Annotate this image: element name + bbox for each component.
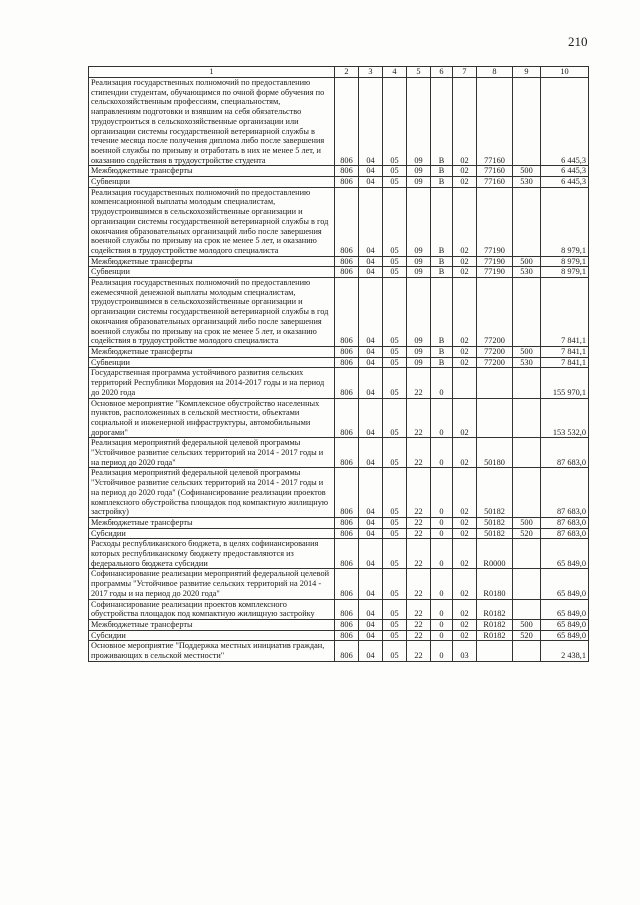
row-code-3: 04 — [359, 398, 383, 438]
column-header: 7 — [453, 67, 477, 78]
row-code-6: 0 — [431, 528, 453, 539]
row-code-6: В — [431, 267, 453, 278]
row-code-5: 09 — [407, 346, 431, 357]
row-code-9: 530 — [513, 177, 541, 188]
row-code-4: 05 — [383, 517, 407, 528]
row-code-7: 02 — [453, 78, 477, 166]
column-header: 1 — [89, 67, 335, 78]
row-code-2: 806 — [335, 630, 359, 641]
row-code-6: В — [431, 187, 453, 256]
row-code-3: 04 — [359, 278, 383, 347]
column-header: 3 — [359, 67, 383, 78]
row-code-2: 806 — [335, 539, 359, 569]
table-row — [89, 256, 589, 267]
row-amount: 65 849,0 — [541, 569, 589, 599]
row-code-6: В — [431, 357, 453, 368]
row-amount: 155 970,1 — [541, 368, 589, 398]
row-code-4: 05 — [383, 630, 407, 641]
row-code-6: 0 — [431, 641, 453, 661]
row-code-8: 50182 — [477, 528, 513, 539]
row-name: Реализация государственных полномочий по предоставлению стипендии студентам, обучающимся по очной форме обучения по сельскохозяйственным профессиям, специальностям, направлениям подготовки и взявшим на себя обязательство трудоустроиться в сельскохозяйственные организации или организации системы государственной ветеринарной службы в течение месяца после получения диплома либо после завершения военной службы по призыву и отработать в них не менее 5 лет, и оказанию содействия в трудоустройстве студента — [89, 78, 335, 166]
row-code-9: 500 — [513, 517, 541, 528]
row-code-7: 02 — [453, 517, 477, 528]
row-code-9 — [513, 368, 541, 398]
row-code-7: 03 — [453, 641, 477, 661]
table-row — [89, 166, 589, 177]
table-row — [89, 468, 589, 518]
row-code-3: 04 — [359, 78, 383, 166]
row-code-7: 02 — [453, 599, 477, 619]
row-code-3: 04 — [359, 438, 383, 468]
row-code-4: 05 — [383, 619, 407, 630]
row-code-7: 02 — [453, 468, 477, 518]
row-code-6: 0 — [431, 619, 453, 630]
row-code-6: 0 — [431, 438, 453, 468]
budget-table — [88, 66, 589, 662]
row-code-8: 77160 — [477, 177, 513, 188]
row-name: Государственная программа устойчивого развития сельских территорий Республики Мордовия на 2014-2017 годы и на период до 2020 года — [89, 368, 335, 398]
row-code-4: 05 — [383, 599, 407, 619]
row-code-2: 806 — [335, 278, 359, 347]
row-code-9 — [513, 599, 541, 619]
row-amount: 6 445,3 — [541, 177, 589, 188]
row-code-8: 77190 — [477, 256, 513, 267]
row-code-2: 806 — [335, 641, 359, 661]
column-header: 4 — [383, 67, 407, 78]
row-code-5: 09 — [407, 267, 431, 278]
row-code-9 — [513, 398, 541, 438]
row-amount: 153 532,0 — [541, 398, 589, 438]
row-code-3: 04 — [359, 539, 383, 569]
row-code-3: 04 — [359, 630, 383, 641]
row-name: Основное мероприятие "Поддержка местных инициатив граждан, проживающих в сельской местности" — [89, 641, 335, 661]
row-code-4: 05 — [383, 641, 407, 661]
row-amount: 7 841,1 — [541, 346, 589, 357]
row-code-5: 22 — [407, 539, 431, 569]
row-code-2: 806 — [335, 398, 359, 438]
row-code-9 — [513, 539, 541, 569]
row-code-2: 806 — [335, 599, 359, 619]
row-code-3: 04 — [359, 187, 383, 256]
header-row — [89, 67, 589, 78]
row-amount: 65 849,0 — [541, 619, 589, 630]
row-code-7: 02 — [453, 619, 477, 630]
row-code-5: 22 — [407, 398, 431, 438]
row-code-9: 500 — [513, 256, 541, 267]
row-code-5: 22 — [407, 528, 431, 539]
column-header: 6 — [431, 67, 453, 78]
column-header: 9 — [513, 67, 541, 78]
row-code-9: 520 — [513, 528, 541, 539]
row-code-9 — [513, 78, 541, 166]
row-code-8: 77160 — [477, 166, 513, 177]
row-code-8: R0182 — [477, 630, 513, 641]
row-code-8: R0180 — [477, 569, 513, 599]
row-code-5: 09 — [407, 177, 431, 188]
table-row — [89, 267, 589, 278]
column-header: 5 — [407, 67, 431, 78]
row-code-6: 0 — [431, 569, 453, 599]
row-code-4: 05 — [383, 528, 407, 539]
row-code-5: 09 — [407, 357, 431, 368]
row-amount: 8 979,1 — [541, 187, 589, 256]
row-code-5: 22 — [407, 468, 431, 518]
row-code-3: 04 — [359, 177, 383, 188]
row-code-2: 806 — [335, 569, 359, 599]
row-code-8: 50180 — [477, 438, 513, 468]
row-code-4: 05 — [383, 346, 407, 357]
row-code-7: 02 — [453, 357, 477, 368]
row-code-4: 05 — [383, 78, 407, 166]
row-code-4: 05 — [383, 468, 407, 518]
row-code-5: 09 — [407, 166, 431, 177]
row-code-9 — [513, 468, 541, 518]
row-code-6: В — [431, 346, 453, 357]
row-amount: 87 683,0 — [541, 438, 589, 468]
row-code-2: 806 — [335, 256, 359, 267]
row-code-7: 02 — [453, 539, 477, 569]
row-code-4: 05 — [383, 357, 407, 368]
row-code-6: 0 — [431, 539, 453, 569]
row-code-3: 04 — [359, 267, 383, 278]
row-amount: 87 683,0 — [541, 468, 589, 518]
row-code-2: 806 — [335, 517, 359, 528]
row-name: Субвенции — [89, 267, 335, 278]
row-code-8: 77200 — [477, 278, 513, 347]
row-code-9: 530 — [513, 267, 541, 278]
row-amount: 65 849,0 — [541, 539, 589, 569]
column-header: 2 — [335, 67, 359, 78]
table-row — [89, 517, 589, 528]
row-code-5: 22 — [407, 569, 431, 599]
row-code-7: 02 — [453, 256, 477, 267]
row-code-6: В — [431, 177, 453, 188]
row-code-6: 0 — [431, 599, 453, 619]
row-code-3: 04 — [359, 619, 383, 630]
row-code-8: 50182 — [477, 517, 513, 528]
column-header: 8 — [477, 67, 513, 78]
row-amount: 65 849,0 — [541, 599, 589, 619]
row-code-3: 04 — [359, 357, 383, 368]
row-code-2: 806 — [335, 528, 359, 539]
row-amount: 6 445,3 — [541, 166, 589, 177]
row-code-6: 0 — [431, 368, 453, 398]
row-code-7: 02 — [453, 528, 477, 539]
row-name: Субсидии — [89, 528, 335, 539]
row-amount: 87 683,0 — [541, 528, 589, 539]
row-code-9: 500 — [513, 346, 541, 357]
row-amount: 8 979,1 — [541, 256, 589, 267]
row-code-3: 04 — [359, 599, 383, 619]
row-amount: 2 438,1 — [541, 641, 589, 661]
row-code-8: R0182 — [477, 599, 513, 619]
row-code-7: 02 — [453, 346, 477, 357]
row-code-2: 806 — [335, 619, 359, 630]
page-number: 210 — [568, 34, 588, 49]
row-code-8 — [477, 368, 513, 398]
row-code-9 — [513, 438, 541, 468]
table-row — [89, 630, 589, 641]
row-code-9: 500 — [513, 619, 541, 630]
row-name: Субвенции — [89, 357, 335, 368]
row-amount: 65 849,0 — [541, 630, 589, 641]
row-code-8: R0182 — [477, 619, 513, 630]
row-code-4: 05 — [383, 539, 407, 569]
table-row — [89, 398, 589, 438]
row-name: Софинансирование реализации проектов комплексного обустройства площадок под компактную жилищную застройку — [89, 599, 335, 619]
row-name: Субвенции — [89, 177, 335, 188]
row-code-7: 02 — [453, 438, 477, 468]
row-code-7: 02 — [453, 187, 477, 256]
row-code-7: 02 — [453, 267, 477, 278]
row-code-8: R0000 — [477, 539, 513, 569]
row-name: Межбюджетные трансферты — [89, 346, 335, 357]
table-row — [89, 528, 589, 539]
row-code-2: 806 — [335, 267, 359, 278]
row-code-3: 04 — [359, 641, 383, 661]
row-name: Субсидии — [89, 630, 335, 641]
row-name: Софинансирование реализации мероприятий федеральной целевой программы "Устойчивое развитие сельских территорий на 2014 - 2017 годы и на период до 2020 года" — [89, 569, 335, 599]
row-code-8: 77200 — [477, 346, 513, 357]
row-amount: 7 841,1 — [541, 357, 589, 368]
row-amount: 87 683,0 — [541, 517, 589, 528]
row-code-4: 05 — [383, 256, 407, 267]
row-code-5: 22 — [407, 517, 431, 528]
row-code-3: 04 — [359, 368, 383, 398]
row-code-6: В — [431, 78, 453, 166]
row-code-6: 0 — [431, 517, 453, 528]
row-name: Реализация мероприятий федеральной целевой программы "Устойчивое развитие сельских территорий на 2014 - 2017 годы и на период до 2020 года" — [89, 438, 335, 468]
row-amount: 7 841,1 — [541, 278, 589, 347]
row-code-4: 05 — [383, 267, 407, 278]
row-code-7: 02 — [453, 569, 477, 599]
row-code-3: 04 — [359, 166, 383, 177]
table-row — [89, 357, 589, 368]
row-code-9 — [513, 187, 541, 256]
row-code-7: 02 — [453, 278, 477, 347]
table-row — [89, 438, 589, 468]
row-code-3: 04 — [359, 346, 383, 357]
row-code-6: В — [431, 256, 453, 267]
row-name: Межбюджетные трансферты — [89, 166, 335, 177]
table-header — [89, 67, 589, 78]
row-code-3: 04 — [359, 468, 383, 518]
row-code-5: 22 — [407, 641, 431, 661]
row-code-2: 806 — [335, 177, 359, 188]
row-code-9: 520 — [513, 630, 541, 641]
row-code-4: 05 — [383, 569, 407, 599]
row-code-6: 0 — [431, 468, 453, 518]
table-row — [89, 619, 589, 630]
row-code-6: В — [431, 278, 453, 347]
row-code-2: 806 — [335, 187, 359, 256]
row-code-6: 0 — [431, 630, 453, 641]
row-code-8: 77200 — [477, 357, 513, 368]
table-row — [89, 539, 589, 569]
row-code-9 — [513, 641, 541, 661]
row-code-4: 05 — [383, 438, 407, 468]
table-row — [89, 78, 589, 166]
row-code-5: 09 — [407, 187, 431, 256]
row-code-6: 0 — [431, 398, 453, 438]
table-row — [89, 346, 589, 357]
row-name: Основное мероприятие "Комплексное обустройство населенных пунктов, расположенных в сельской местности, объектами социальной и инженерной инфраструктуры, автомобильными дорогами" — [89, 398, 335, 438]
row-code-6: В — [431, 166, 453, 177]
row-code-5: 09 — [407, 278, 431, 347]
table-row — [89, 569, 589, 599]
row-code-7 — [453, 368, 477, 398]
row-code-9 — [513, 569, 541, 599]
row-code-5: 22 — [407, 438, 431, 468]
row-name: Реализация государственных полномочий по предоставлению ежемесячной денежной выплаты молодым специалистам, трудоустроившимся в сельскохозяйственные организации и организации системы государственной ветеринарной службы в год окончания образовательных организаций либо после завершения военной службы по призыву на срок не менее 5 лет, и оказанию содействия в трудоустройстве молодого специалиста — [89, 278, 335, 347]
row-code-2: 806 — [335, 438, 359, 468]
column-header: 10 — [541, 67, 589, 78]
row-name: Межбюджетные трансферты — [89, 256, 335, 267]
row-code-2: 806 — [335, 166, 359, 177]
row-code-4: 05 — [383, 278, 407, 347]
row-code-2: 806 — [335, 78, 359, 166]
row-code-2: 806 — [335, 357, 359, 368]
row-code-3: 04 — [359, 517, 383, 528]
row-code-7: 02 — [453, 398, 477, 438]
row-code-4: 05 — [383, 166, 407, 177]
table-row — [89, 187, 589, 256]
row-code-4: 05 — [383, 177, 407, 188]
row-code-2: 806 — [335, 468, 359, 518]
row-code-8: 77160 — [477, 78, 513, 166]
row-code-3: 04 — [359, 256, 383, 267]
row-code-8: 77190 — [477, 187, 513, 256]
row-code-2: 806 — [335, 346, 359, 357]
row-code-7: 02 — [453, 177, 477, 188]
row-code-5: 09 — [407, 78, 431, 166]
table-row — [89, 368, 589, 398]
row-code-5: 22 — [407, 630, 431, 641]
row-name: Межбюджетные трансферты — [89, 517, 335, 528]
row-code-2: 806 — [335, 368, 359, 398]
row-amount: 6 445,3 — [541, 78, 589, 166]
row-code-4: 05 — [383, 187, 407, 256]
row-code-5: 22 — [407, 619, 431, 630]
row-name: Межбюджетные трансферты — [89, 619, 335, 630]
row-code-8 — [477, 398, 513, 438]
row-name: Расходы республиканского бюджета, в целях софинансирования которых республиканскому бюджету предоставляются из федерального бюджета субсидии — [89, 539, 335, 569]
row-code-8: 77190 — [477, 267, 513, 278]
row-code-7: 02 — [453, 166, 477, 177]
row-code-9 — [513, 278, 541, 347]
row-code-8 — [477, 641, 513, 661]
row-code-7: 02 — [453, 630, 477, 641]
row-code-9: 530 — [513, 357, 541, 368]
row-code-3: 04 — [359, 528, 383, 539]
table-row — [89, 599, 589, 619]
row-code-3: 04 — [359, 569, 383, 599]
row-code-8: 50182 — [477, 468, 513, 518]
table-row — [89, 177, 589, 188]
table-row — [89, 278, 589, 347]
row-name: Реализация мероприятий федеральной целевой программы "Устойчивое развитие сельских территорий на 2014 - 2017 годы и на период до 2020 года" (Софинансирование реализации проектов комплексного обустройства площадок под компактную жилищную застройку) — [89, 468, 335, 518]
row-code-9: 500 — [513, 166, 541, 177]
row-code-4: 05 — [383, 368, 407, 398]
row-name: Реализация государственных полномочий по предоставлению компенсационной выплаты молодым специалистам, трудоустроившимся в сельскохозяйственные организации и организации системы государственной ветеринарной службы в год окончания образовательных организаций либо после завершения военной службы по призыву на срок не менее 5 лет, и оказанию содействия в трудоустройстве молодого специалиста — [89, 187, 335, 256]
row-code-5: 22 — [407, 599, 431, 619]
table-row — [89, 641, 589, 661]
table-body — [89, 78, 589, 662]
row-code-4: 05 — [383, 398, 407, 438]
row-code-5: 09 — [407, 256, 431, 267]
row-code-5: 22 — [407, 368, 431, 398]
row-amount: 8 979,1 — [541, 267, 589, 278]
